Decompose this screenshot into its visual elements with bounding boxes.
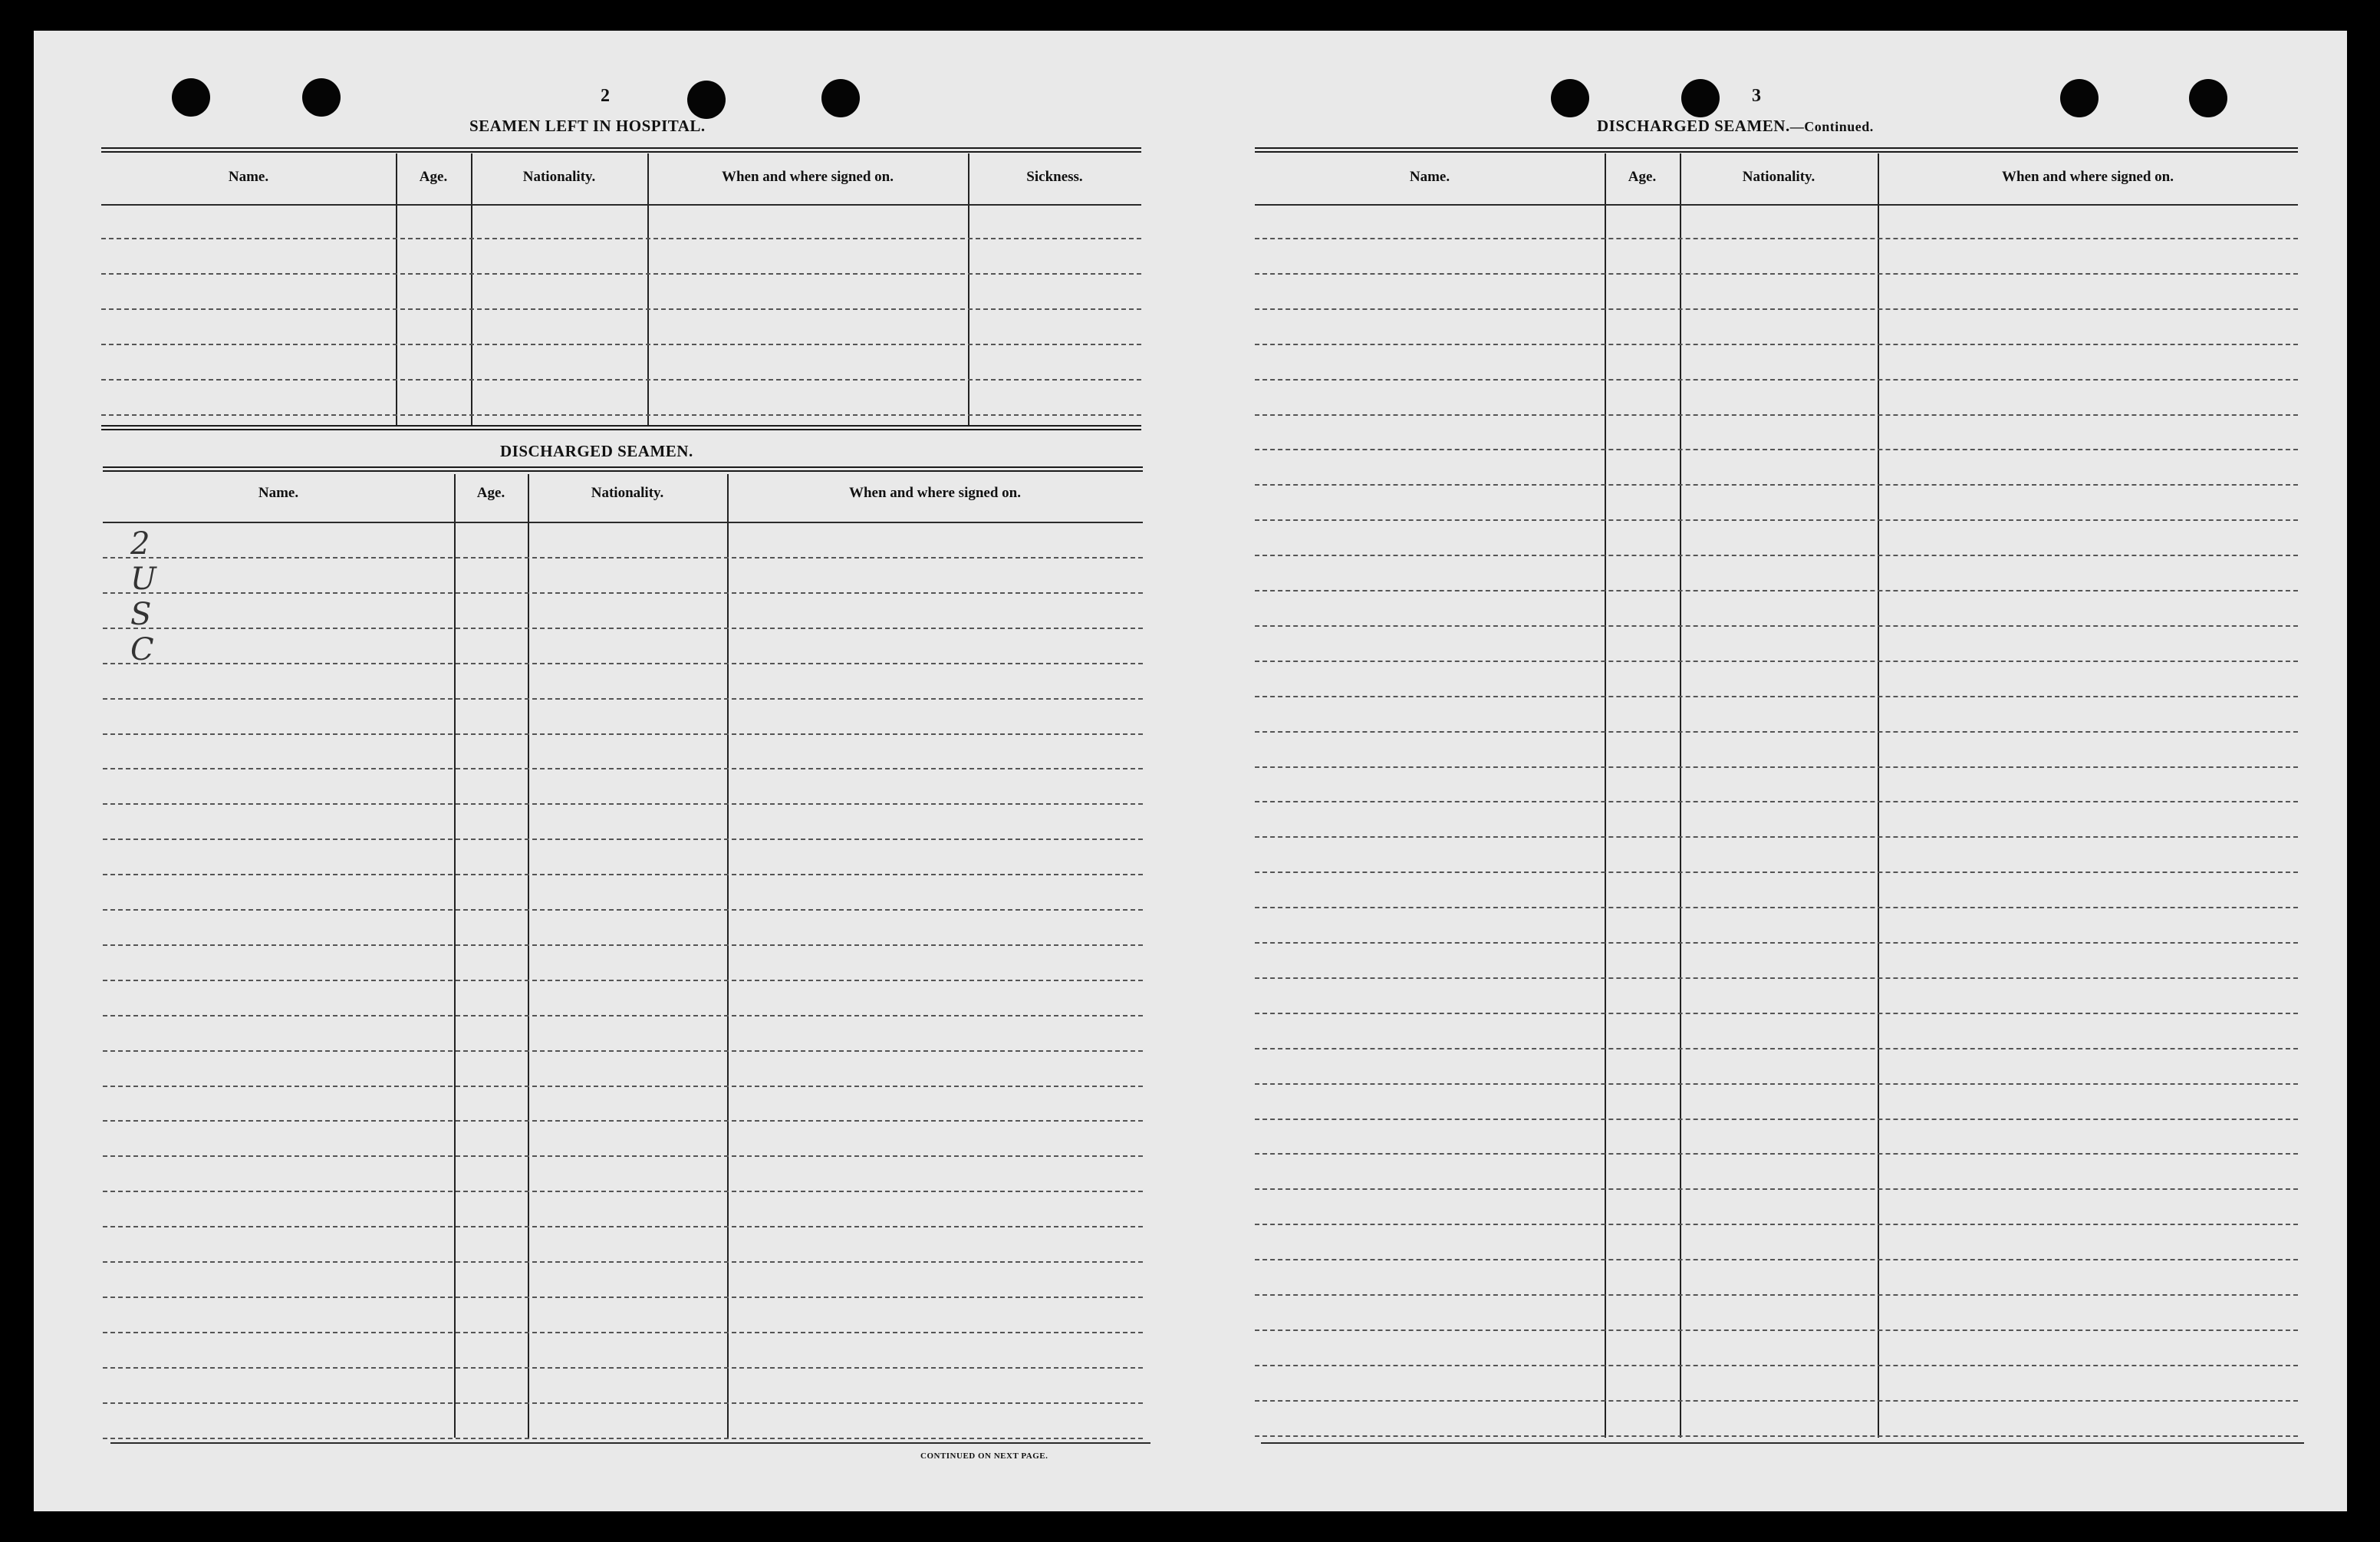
row-line (1255, 977, 2298, 979)
column-divider (1605, 153, 1606, 1438)
continued-note: CONTINUED ON NEXT PAGE. (920, 1451, 1048, 1461)
table-top-rule (101, 147, 1141, 153)
row-line (1255, 555, 2298, 556)
row-line (101, 379, 1141, 381)
column-divider (396, 153, 397, 427)
column-divider (471, 153, 472, 427)
column-divider (968, 153, 969, 427)
row-line (1255, 1329, 2298, 1331)
row-line (103, 663, 1143, 664)
row-line (103, 1226, 1143, 1227)
row-line (103, 1297, 1143, 1298)
row-line (1255, 942, 2298, 944)
punch-hole (2060, 79, 2099, 117)
row-line (103, 944, 1143, 946)
row-line (1255, 1294, 2298, 1296)
row-line (1255, 907, 2298, 908)
row-line (101, 308, 1141, 310)
row-line (1255, 273, 2298, 275)
row-line (103, 768, 1143, 769)
punch-hole (1681, 79, 1720, 117)
row-line (1255, 484, 2298, 486)
row-line (103, 1015, 1143, 1016)
table-top-rule (103, 466, 1143, 472)
row-line (103, 909, 1143, 911)
row-line (1255, 1400, 2298, 1402)
punch-hole (302, 78, 341, 117)
row-line (1255, 519, 2298, 521)
punch-hole (821, 79, 860, 117)
section-bottom-rule (101, 425, 1141, 430)
column-divider (1680, 153, 1681, 1438)
punch-hole (2189, 79, 2227, 117)
document-sheet (34, 31, 2347, 1511)
row-line (103, 980, 1143, 981)
row-line (1255, 1365, 2298, 1366)
column-header-sickness: Sickness. (1026, 169, 1083, 185)
column-header-name: Name. (258, 485, 299, 501)
column-header-nationality: Nationality. (591, 485, 664, 501)
row-line (1255, 731, 2298, 733)
row-line (1255, 1083, 2298, 1085)
row-line (1255, 379, 2298, 381)
column-divider (528, 474, 529, 1438)
row-line (1255, 625, 2298, 627)
row-line (1255, 1119, 2298, 1120)
row-line (1255, 238, 2298, 239)
row-line (1255, 1048, 2298, 1049)
row-line (103, 803, 1143, 805)
row-line (1255, 1188, 2298, 1190)
row-line (1255, 661, 2298, 662)
row-line (103, 733, 1143, 735)
row-line (103, 1191, 1143, 1192)
row-line (1255, 766, 2298, 768)
row-line (103, 1050, 1143, 1052)
row-line (1255, 449, 2298, 450)
discharged-section-title: DISCHARGED SEAMEN. (500, 442, 693, 460)
header-rule (103, 522, 1143, 523)
row-line (101, 344, 1141, 345)
row-line (101, 273, 1141, 275)
column-header-nationality: Nationality. (1742, 169, 1815, 185)
column-header-name: Name. (1409, 169, 1450, 185)
column-header-age: Age. (1628, 169, 1657, 185)
column-divider (1878, 153, 1879, 1438)
row-line (1255, 1153, 2298, 1155)
row-line (103, 1086, 1143, 1087)
row-line (103, 1367, 1143, 1369)
table-bottom-rule (110, 1442, 1150, 1444)
punch-hole (1551, 79, 1589, 117)
row-line (103, 874, 1143, 875)
row-line (1255, 801, 2298, 802)
discharged-continued-title (1597, 117, 1874, 136)
row-line (1255, 696, 2298, 697)
hospital-section-title: SEAMEN LEFT IN HOSPITAL. (469, 117, 706, 135)
row-line (1255, 344, 2298, 345)
row-line (103, 1332, 1143, 1333)
row-line (103, 1261, 1143, 1263)
row-line (1255, 1224, 2298, 1225)
table-top-rule (1255, 147, 2298, 153)
row-line (1255, 1435, 2298, 1437)
column-header-nationality: Nationality. (522, 169, 596, 185)
punch-hole (172, 78, 210, 117)
row-line (1255, 871, 2298, 873)
title-main: DISCHARGED SEAMEN. (1597, 117, 1790, 135)
row-line (103, 1402, 1143, 1404)
row-line (103, 698, 1143, 700)
table-bottom-rule (1261, 1442, 2304, 1444)
row-line (1255, 836, 2298, 838)
punch-hole (687, 81, 726, 119)
column-header-age: Age. (476, 485, 505, 501)
page-number: 2 (601, 86, 610, 106)
header-rule (1255, 204, 2298, 206)
column-header-signed-on: When and where signed on. (848, 485, 1021, 501)
handwritten-entry: 2 U S C (130, 526, 164, 667)
row-line (101, 414, 1141, 416)
row-line (103, 839, 1143, 840)
column-divider (647, 153, 649, 427)
row-line (101, 238, 1141, 239)
row-line (1255, 1259, 2298, 1260)
row-line (1255, 590, 2298, 591)
page-number: 3 (1752, 86, 1761, 106)
row-line (103, 1120, 1143, 1122)
row-line (103, 1438, 1143, 1439)
column-header-signed-on: When and where signed on. (721, 169, 894, 185)
column-divider (454, 474, 456, 1438)
row-line (1255, 414, 2298, 416)
row-line (103, 557, 1143, 558)
row-line (103, 592, 1143, 594)
row-line (1255, 1013, 2298, 1014)
title-suffix: —Continued. (1789, 119, 1874, 134)
row-line (103, 628, 1143, 629)
column-header-signed-on: When and where signed on. (2001, 169, 2174, 185)
row-line (1255, 308, 2298, 310)
header-rule (101, 204, 1141, 206)
row-line (103, 1155, 1143, 1157)
column-divider (727, 474, 729, 1438)
column-header-name: Name. (228, 169, 269, 185)
column-header-age: Age. (419, 169, 448, 185)
